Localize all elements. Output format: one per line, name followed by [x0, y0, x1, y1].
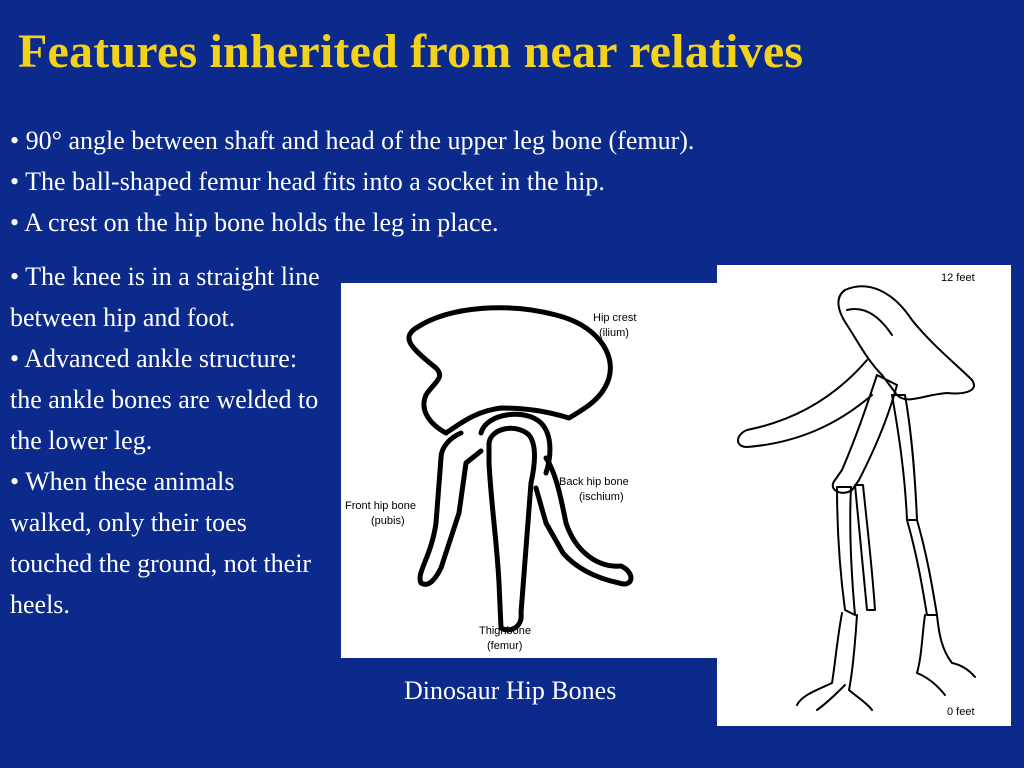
slide-title: Features inherited from near relatives [18, 25, 804, 78]
label-thighbone: Thighbone [479, 625, 531, 637]
label-back-hip-sub: (ischium) [579, 491, 624, 503]
left-bullet-list [10, 256, 320, 625]
top-bullet-list [10, 120, 1010, 243]
label-front-hip: Front hip bone [345, 500, 416, 512]
label-hip-crest: Hip crest [593, 312, 637, 324]
hip-diagram-caption: Dinosaur Hip Bones [404, 676, 617, 705]
label-thighbone-sub: (femur) [487, 640, 523, 652]
bullet-ankle: • Advanced ankle structure: the ankle bones are welded to the lower leg. [10, 344, 319, 455]
bullet-femur-angle: • 90° angle between shaft and head of the upper leg bone (femur). [10, 126, 695, 155]
hip-bones-drawing [341, 283, 721, 658]
hip-bones-diagram [341, 283, 721, 658]
bullet-toes: • When these animals walked, only their toes touched the ground, not their heels. [10, 467, 312, 619]
scale-bottom-label: 0 feet [947, 706, 975, 718]
bullet-hip-crest: • A crest on the hip bone holds the leg in place. [10, 208, 499, 237]
bullet-knee: • The knee is in a straight line between hip and foot. [10, 262, 320, 332]
label-hip-crest-sub: (ilium) [599, 327, 629, 339]
bullet-femur-head: • The ball-shaped femur head fits into a socket in the hip. [10, 167, 605, 196]
label-back-hip: Back hip bone [559, 476, 629, 488]
dinosaur-leg-skeleton-image [717, 265, 1011, 726]
skeleton-drawing [717, 265, 1011, 726]
label-front-hip-sub: (pubis) [371, 515, 405, 527]
scale-top-label: 12 feet [941, 272, 975, 284]
